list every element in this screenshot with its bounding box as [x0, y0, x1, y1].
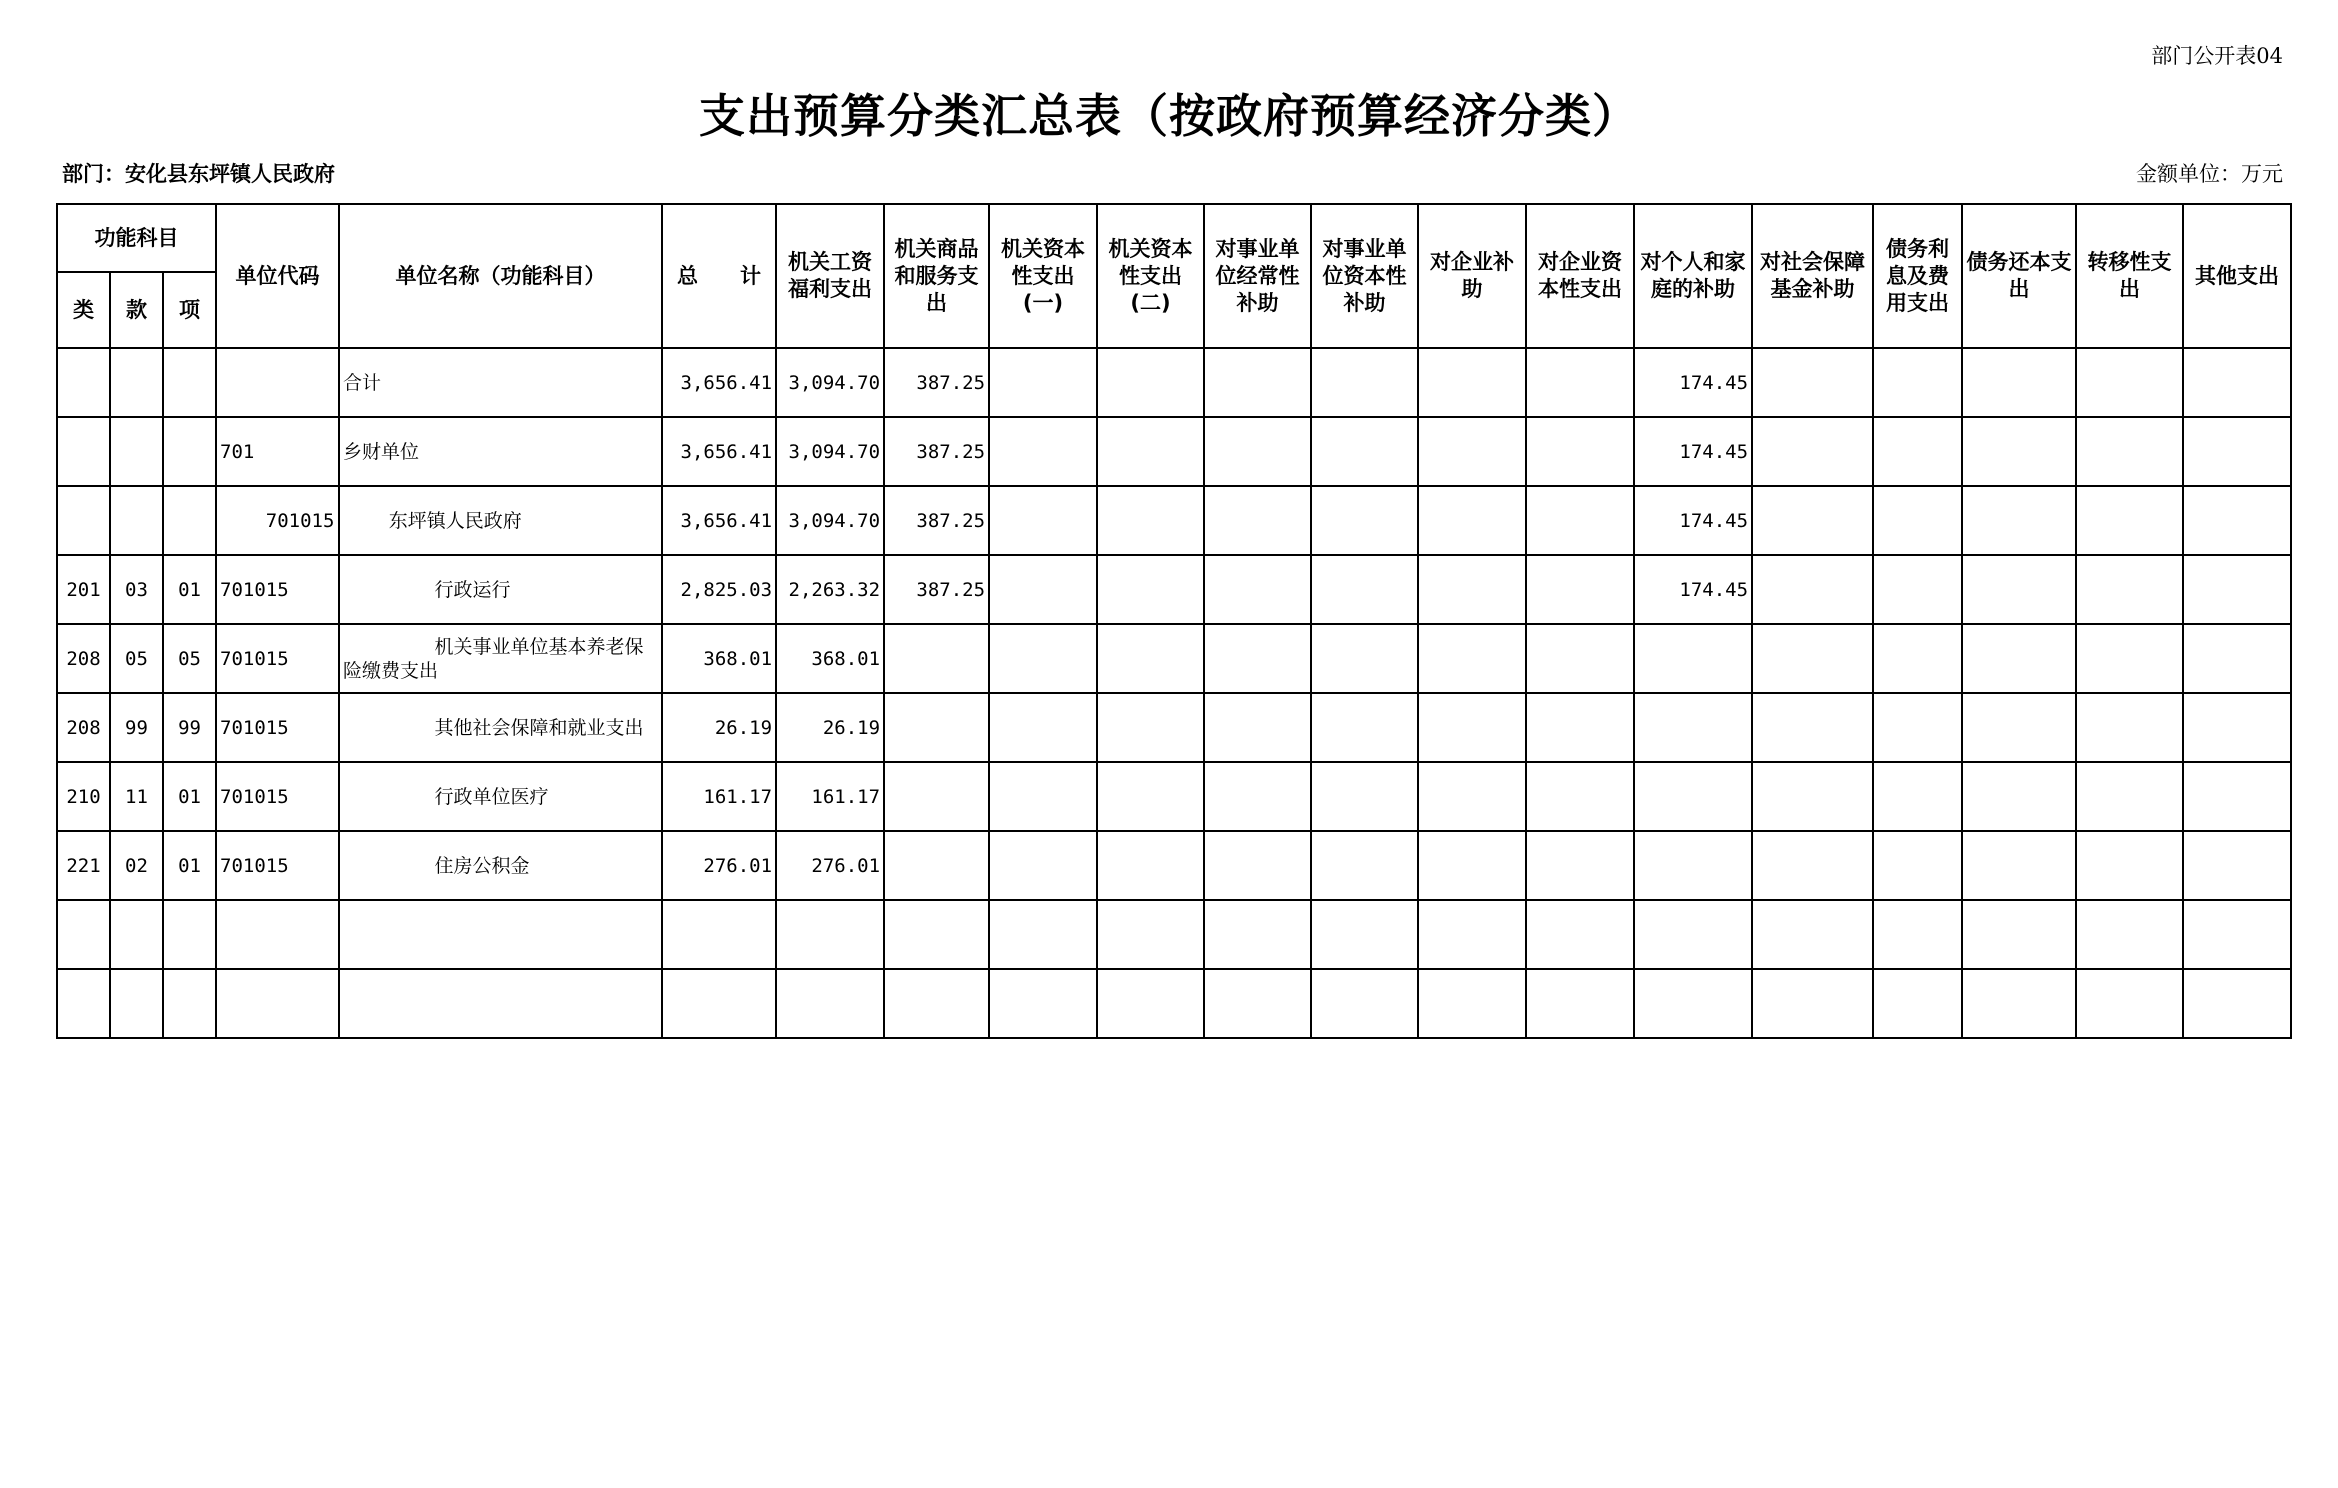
cell-total: 2,825.03	[662, 555, 776, 624]
cell-capital-1	[989, 900, 1097, 969]
cell-inst-capital	[1311, 969, 1418, 1038]
cell-transfer	[2076, 969, 2183, 1038]
cell-lei: 208	[57, 693, 110, 762]
department-label: 部门：安化县东坪镇人民政府	[62, 161, 335, 186]
cell-capital-1	[989, 831, 1097, 900]
header-unit-name: 单位名称（功能科目）	[339, 204, 662, 348]
cell-total: 3,656.41	[662, 348, 776, 417]
cell-salary-welfare: 368.01	[776, 624, 884, 693]
cell-debt-interest	[1873, 624, 1962, 693]
cell-inst-capital	[1311, 831, 1418, 900]
cell-social-security	[1752, 831, 1873, 900]
cell-individual-family	[1634, 693, 1752, 762]
cell-inst-regular	[1204, 900, 1311, 969]
cell-capital-2	[1097, 831, 1204, 900]
cell-ent-subsidy	[1418, 900, 1526, 969]
budget-table	[56, 203, 2292, 1039]
table-row	[57, 624, 2291, 693]
cell-ent-subsidy	[1418, 624, 1526, 693]
cell-total: 3,656.41	[662, 417, 776, 486]
cell-unit-code: 701015	[216, 831, 339, 900]
cell-total: 3,656.41	[662, 486, 776, 555]
cell-kuan: 99	[110, 693, 163, 762]
cell-ent-capital	[1526, 417, 1634, 486]
cell-lei	[57, 417, 110, 486]
table-row	[57, 693, 2291, 762]
cell-capital-2	[1097, 348, 1204, 417]
cell-inst-regular	[1204, 417, 1311, 486]
cell-other	[2183, 831, 2291, 900]
cell-kuan: 05	[110, 624, 163, 693]
cell-ent-subsidy	[1418, 831, 1526, 900]
table-row	[57, 969, 2291, 1038]
cell-social-security	[1752, 762, 1873, 831]
cell-total: 161.17	[662, 762, 776, 831]
cell-social-security	[1752, 693, 1873, 762]
cell-ent-capital	[1526, 762, 1634, 831]
cell-unit-code: 701015	[216, 486, 339, 555]
cell-social-security	[1752, 624, 1873, 693]
cell-ent-capital	[1526, 348, 1634, 417]
cell-xiang: 01	[163, 831, 216, 900]
cell-goods-services	[884, 624, 989, 693]
cell-lei	[57, 969, 110, 1038]
cell-capital-1	[989, 348, 1097, 417]
cell-other	[2183, 762, 2291, 831]
cell-salary-welfare	[776, 900, 884, 969]
cell-other	[2183, 417, 2291, 486]
cell-debt-repay	[1962, 969, 2076, 1038]
cell-total: 276.01	[662, 831, 776, 900]
cell-social-security	[1752, 348, 1873, 417]
cell-other	[2183, 969, 2291, 1038]
cell-capital-2	[1097, 762, 1204, 831]
cell-individual-family	[1634, 969, 1752, 1038]
cell-inst-regular	[1204, 762, 1311, 831]
cell-xiang: 05	[163, 624, 216, 693]
cell-unit-name	[339, 969, 662, 1038]
cell-capital-2	[1097, 900, 1204, 969]
cell-transfer	[2076, 831, 2183, 900]
cell-kuan: 11	[110, 762, 163, 831]
cell-unit-name: 行政运行	[339, 555, 662, 624]
cell-salary-welfare: 3,094.70	[776, 417, 884, 486]
cell-ent-subsidy	[1418, 417, 1526, 486]
cell-inst-capital	[1311, 762, 1418, 831]
cell-inst-regular	[1204, 555, 1311, 624]
cell-lei: 201	[57, 555, 110, 624]
cell-debt-repay	[1962, 693, 2076, 762]
cell-inst-regular	[1204, 831, 1311, 900]
cell-capital-2	[1097, 417, 1204, 486]
cell-xiang	[163, 348, 216, 417]
cell-lei	[57, 900, 110, 969]
cell-individual-family: 174.45	[1634, 417, 1752, 486]
cell-inst-capital	[1311, 555, 1418, 624]
page-title: 支出预算分类汇总表（按政府预算经济分类）	[699, 89, 1639, 143]
cell-transfer	[2076, 693, 2183, 762]
cell-unit-name: 机关事业单位基本养老保险缴费支出	[339, 624, 662, 693]
cell-goods-services	[884, 831, 989, 900]
cell-transfer	[2076, 900, 2183, 969]
cell-xiang: 01	[163, 762, 216, 831]
header-unit-code: 单位代码	[216, 204, 339, 348]
cell-lei: 210	[57, 762, 110, 831]
header-goods-services: 机关商品和服务支出	[884, 204, 989, 348]
cell-goods-services: 387.25	[884, 486, 989, 555]
cell-ent-subsidy	[1418, 693, 1526, 762]
cell-kuan: 03	[110, 555, 163, 624]
header-salary-welfare: 机关工资福利支出	[776, 204, 884, 348]
cell-debt-interest	[1873, 762, 1962, 831]
cell-debt-repay	[1962, 831, 2076, 900]
cell-ent-subsidy	[1418, 555, 1526, 624]
cell-lei: 221	[57, 831, 110, 900]
table-row	[57, 555, 2291, 624]
header-debt-interest: 债务利息及费用支出	[1873, 204, 1962, 348]
table-row	[57, 831, 2291, 900]
cell-inst-capital	[1311, 900, 1418, 969]
cell-capital-1	[989, 624, 1097, 693]
amount-unit-label: 金额单位：万元	[2136, 162, 2283, 186]
cell-xiang	[163, 417, 216, 486]
cell-goods-services	[884, 969, 989, 1038]
form-number: 部门公开表04	[2151, 44, 2283, 68]
cell-other	[2183, 693, 2291, 762]
cell-lei	[57, 348, 110, 417]
cell-ent-capital	[1526, 624, 1634, 693]
cell-unit-name: 住房公积金	[339, 831, 662, 900]
cell-unit-code: 701015	[216, 624, 339, 693]
cell-ent-capital	[1526, 693, 1634, 762]
cell-salary-welfare: 2,263.32	[776, 555, 884, 624]
cell-debt-interest	[1873, 417, 1962, 486]
header-func-subject: 功能科目	[57, 204, 216, 272]
cell-debt-repay	[1962, 762, 2076, 831]
cell-kuan	[110, 417, 163, 486]
cell-capital-1	[989, 969, 1097, 1038]
cell-salary-welfare	[776, 969, 884, 1038]
cell-social-security	[1752, 486, 1873, 555]
cell-debt-repay	[1962, 900, 2076, 969]
cell-capital-1	[989, 417, 1097, 486]
cell-xiang: 99	[163, 693, 216, 762]
cell-lei	[57, 486, 110, 555]
cell-other	[2183, 348, 2291, 417]
header-ent-capital: 对企业资本性支出	[1526, 204, 1634, 348]
header-capital-1: 机关资本性支出(一)	[989, 204, 1097, 348]
cell-goods-services	[884, 762, 989, 831]
cell-capital-2	[1097, 486, 1204, 555]
cell-individual-family: 174.45	[1634, 486, 1752, 555]
cell-ent-subsidy	[1418, 969, 1526, 1038]
cell-kuan: 02	[110, 831, 163, 900]
header-ent-subsidy: 对企业补助	[1418, 204, 1526, 348]
cell-capital-1	[989, 486, 1097, 555]
cell-ent-capital	[1526, 555, 1634, 624]
cell-salary-welfare: 276.01	[776, 831, 884, 900]
cell-other	[2183, 555, 2291, 624]
cell-inst-regular	[1204, 624, 1311, 693]
cell-debt-interest	[1873, 693, 1962, 762]
cell-inst-capital	[1311, 348, 1418, 417]
cell-transfer	[2076, 624, 2183, 693]
cell-kuan	[110, 900, 163, 969]
cell-individual-family	[1634, 831, 1752, 900]
cell-unit-name: 行政单位医疗	[339, 762, 662, 831]
cell-debt-repay	[1962, 417, 2076, 486]
cell-transfer	[2076, 348, 2183, 417]
cell-unit-code	[216, 969, 339, 1038]
cell-inst-capital	[1311, 624, 1418, 693]
cell-inst-regular	[1204, 969, 1311, 1038]
cell-social-security	[1752, 969, 1873, 1038]
header-inst-regular: 对事业单位经常性补助	[1204, 204, 1311, 348]
cell-total	[662, 969, 776, 1038]
cell-salary-welfare: 3,094.70	[776, 348, 884, 417]
cell-other	[2183, 624, 2291, 693]
table-row	[57, 762, 2291, 831]
cell-individual-family	[1634, 762, 1752, 831]
cell-debt-interest	[1873, 486, 1962, 555]
cell-debt-repay	[1962, 624, 2076, 693]
cell-ent-capital	[1526, 486, 1634, 555]
cell-xiang	[163, 486, 216, 555]
cell-individual-family	[1634, 900, 1752, 969]
cell-social-security	[1752, 417, 1873, 486]
header-individual-family: 对个人和家庭的补助	[1634, 204, 1752, 348]
cell-transfer	[2076, 555, 2183, 624]
cell-transfer	[2076, 762, 2183, 831]
table-row	[57, 417, 2291, 486]
cell-unit-name: 东坪镇人民政府	[339, 486, 662, 555]
cell-debt-interest	[1873, 348, 1962, 417]
cell-goods-services: 387.25	[884, 555, 989, 624]
cell-inst-capital	[1311, 486, 1418, 555]
table-row	[57, 486, 2291, 555]
cell-unit-code	[216, 348, 339, 417]
cell-capital-1	[989, 762, 1097, 831]
header-total: 总 计	[662, 204, 776, 348]
header-capital-2: 机关资本性支出(二)	[1097, 204, 1204, 348]
header-inst-capital: 对事业单位资本性补助	[1311, 204, 1418, 348]
cell-inst-regular	[1204, 486, 1311, 555]
cell-xiang: 01	[163, 555, 216, 624]
cell-unit-name: 合计	[339, 348, 662, 417]
table-body	[57, 348, 2291, 1038]
cell-unit-code	[216, 900, 339, 969]
cell-transfer	[2076, 486, 2183, 555]
cell-kuan	[110, 969, 163, 1038]
cell-debt-repay	[1962, 486, 2076, 555]
cell-kuan	[110, 486, 163, 555]
cell-ent-subsidy	[1418, 486, 1526, 555]
cell-debt-repay	[1962, 348, 2076, 417]
header-lei: 类	[57, 272, 110, 348]
cell-unit-code: 701015	[216, 693, 339, 762]
cell-ent-capital	[1526, 900, 1634, 969]
cell-goods-services	[884, 693, 989, 762]
cell-total: 26.19	[662, 693, 776, 762]
cell-inst-regular	[1204, 348, 1311, 417]
cell-ent-subsidy	[1418, 348, 1526, 417]
cell-inst-capital	[1311, 417, 1418, 486]
cell-debt-repay	[1962, 555, 2076, 624]
cell-individual-family	[1634, 624, 1752, 693]
cell-social-security	[1752, 555, 1873, 624]
cell-capital-2	[1097, 693, 1204, 762]
cell-debt-interest	[1873, 900, 1962, 969]
cell-lei: 208	[57, 624, 110, 693]
cell-total	[662, 900, 776, 969]
header-social-security: 对社会保障基金补助	[1752, 204, 1873, 348]
cell-debt-interest	[1873, 969, 1962, 1038]
cell-ent-capital	[1526, 831, 1634, 900]
cell-transfer	[2076, 417, 2183, 486]
cell-capital-2	[1097, 624, 1204, 693]
cell-ent-capital	[1526, 969, 1634, 1038]
cell-social-security	[1752, 900, 1873, 969]
cell-unit-code: 701	[216, 417, 339, 486]
cell-goods-services: 387.25	[884, 417, 989, 486]
cell-inst-regular	[1204, 693, 1311, 762]
header-kuan: 款	[110, 272, 163, 348]
cell-inst-capital	[1311, 693, 1418, 762]
cell-xiang	[163, 900, 216, 969]
cell-unit-code: 701015	[216, 762, 339, 831]
table-row	[57, 348, 2291, 417]
cell-salary-welfare: 161.17	[776, 762, 884, 831]
cell-unit-code: 701015	[216, 555, 339, 624]
cell-ent-subsidy	[1418, 762, 1526, 831]
cell-goods-services	[884, 900, 989, 969]
table-row	[57, 900, 2291, 969]
cell-unit-name	[339, 900, 662, 969]
cell-capital-1	[989, 555, 1097, 624]
cell-xiang	[163, 969, 216, 1038]
header-debt-repay: 债务还本支出	[1962, 204, 2076, 348]
cell-total: 368.01	[662, 624, 776, 693]
cell-capital-1	[989, 693, 1097, 762]
cell-salary-welfare: 26.19	[776, 693, 884, 762]
cell-unit-name: 乡财单位	[339, 417, 662, 486]
header-other: 其他支出	[2183, 204, 2291, 348]
header-xiang: 项	[163, 272, 216, 348]
cell-debt-interest	[1873, 831, 1962, 900]
cell-other	[2183, 900, 2291, 969]
cell-debt-interest	[1873, 555, 1962, 624]
cell-salary-welfare: 3,094.70	[776, 486, 884, 555]
cell-individual-family: 174.45	[1634, 555, 1752, 624]
cell-capital-2	[1097, 969, 1204, 1038]
cell-other	[2183, 486, 2291, 555]
cell-goods-services: 387.25	[884, 348, 989, 417]
cell-individual-family: 174.45	[1634, 348, 1752, 417]
cell-unit-name: 其他社会保障和就业支出	[339, 693, 662, 762]
header-transfer: 转移性支出	[2076, 204, 2183, 348]
cell-kuan	[110, 348, 163, 417]
cell-capital-2	[1097, 555, 1204, 624]
